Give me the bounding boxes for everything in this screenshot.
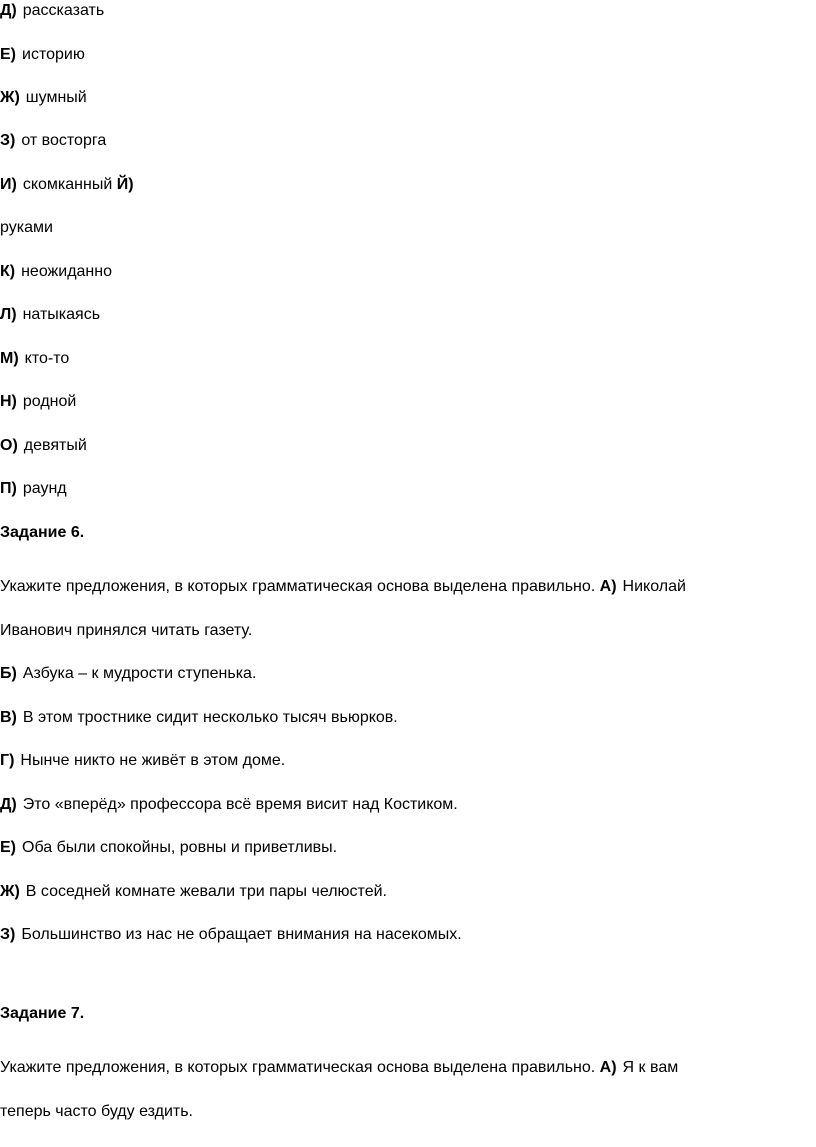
option-letter: Е) [0,46,16,63]
task6-option [0,664,256,684]
option-text: Я к вам [622,1059,679,1076]
option-letter: Ж) [0,89,20,106]
option-letter: Д) [0,2,17,19]
option-letter: К) [0,263,16,280]
option-text: историю [22,46,85,63]
option-letter: Д) [0,796,17,813]
task6-option [0,925,462,945]
option-text: Оба были спокойны, ровны и приветливы. [22,839,338,856]
option-letter: Б) [0,665,17,682]
option-text: шумный [25,89,87,106]
option-letter: Й) [116,176,134,193]
option-text: руками [0,219,53,236]
option-item [0,479,67,499]
option-letter: И) [0,176,17,193]
task7-prompt-cont: теперь часто буду ездить. [0,1103,193,1120]
option-text: В этом тростнике сидит несколько тысяч вьюрков. [22,709,398,726]
option-text: Азбука – к мудрости ступенька. [22,665,257,682]
option-text: рассказать [22,2,105,19]
task6-prompt-text: Укажите предложения, в которых грамматическая основа выделена правильно. [0,578,596,595]
option-item [0,45,85,65]
option-item [0,131,106,151]
option-item [0,436,87,456]
option-item [0,88,87,108]
option-text: Большинство из нас не обращает внимания на насекомых. [21,926,462,943]
option-item [0,175,134,195]
task6-option [0,708,398,728]
option-letter: З) [0,926,16,943]
task7-prompt-text: Укажите предложения, в которых грамматическая основа выделена правильно. [0,1059,596,1076]
option-text: В соседней комнате жевали три пары челюстей. [25,883,387,900]
option-text: раунд [22,480,67,497]
task7-prompt [0,1058,678,1078]
task6-prompt-cont: Иванович принялся читать газету. [0,622,253,639]
option-text: от восторга [21,132,107,149]
option-letter: Ж) [0,883,20,900]
task6-title: Задание 6. [0,524,85,541]
option-letter: В) [0,709,17,726]
task6-prompt [0,577,686,597]
task7-title: Задание 7. [0,1005,85,1022]
option-text: Николай [622,578,686,595]
option-item [0,1,104,21]
option-item [0,305,100,325]
option-text: неожиданно [21,263,112,280]
option-letter: М) [0,350,19,367]
option-letter: Л) [0,306,17,323]
option-text: скомканный [22,176,113,193]
option-item [0,218,53,238]
option-letter: З) [0,132,16,149]
option-letter: А) [599,578,617,595]
task6-option [0,795,458,815]
option-item [0,392,76,412]
option-letter: О) [0,437,18,454]
task6-option [0,838,337,858]
option-text: кто-то [24,350,70,367]
option-text: девятый [23,437,87,454]
option-item [0,262,112,282]
task6-option [0,751,285,771]
option-text: Это «вперёд» профессора всё время висит над Костиком. [22,796,458,813]
option-text: Нынче никто не живёт в этом доме. [20,752,286,769]
option-item [0,349,69,369]
task6-option [0,882,387,902]
option-letter: А) [599,1059,617,1076]
option-text: натыкаясь [22,306,101,323]
option-text: родной [22,393,77,410]
option-letter: Е) [0,839,16,856]
option-letter: Г) [0,752,15,769]
option-letter: П) [0,480,17,497]
option-letter: Н) [0,393,17,410]
